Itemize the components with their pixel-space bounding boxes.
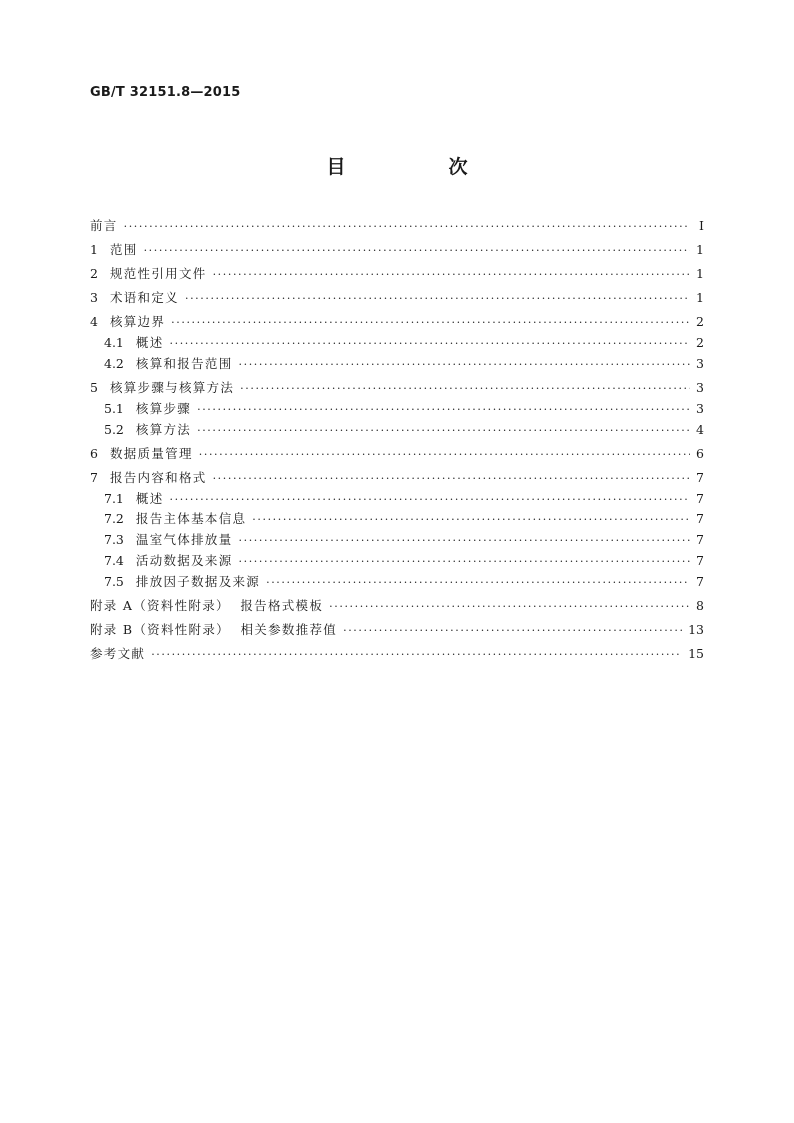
toc-page-number: 7 [696, 469, 704, 485]
toc-page-number: 3 [696, 380, 704, 396]
leader-dots [144, 241, 690, 262]
toc-page-number: 15 [688, 646, 704, 662]
leader-dots [266, 573, 690, 594]
toc-entry-title: 排放因子数据及来源 [135, 573, 261, 589]
toc-entry-number: 7.3 [104, 532, 124, 548]
toc-entry-number: 7 [90, 469, 98, 485]
toc-entry-5[interactable] [90, 378, 704, 399]
toc-page-number: 4 [696, 421, 704, 437]
leader-dots [171, 313, 690, 334]
toc-entry-number: 7.5 [104, 573, 124, 589]
toc-page-number: 6 [696, 445, 704, 461]
leader-dots [197, 421, 690, 442]
toc-entry-number: 4.1 [104, 335, 124, 351]
toc-entry-number: 5.1 [104, 400, 124, 416]
toc-entry-title: 术语和定义 [109, 290, 179, 306]
leader-dots [239, 355, 691, 376]
toc-entry-title: 附录 A（资料性附录） 报告格式模板 [90, 597, 324, 613]
toc-entry-foreword[interactable] [90, 216, 704, 237]
toc-entry-6[interactable] [90, 444, 704, 465]
toc-page-number: 7 [696, 573, 704, 589]
leader-dots [252, 510, 690, 531]
toc-entry-title: 概述 [135, 335, 164, 351]
toc-entry-title: 报告主体基本信息 [135, 511, 247, 527]
toc-entry-number: 5.2 [104, 421, 124, 437]
toc-entry-title: 核算步骤与核算方法 [109, 380, 235, 396]
leader-dots [197, 400, 690, 421]
toc-entry-7-5[interactable] [90, 572, 704, 593]
toc-page-number: 7 [696, 532, 704, 548]
leader-dots [151, 645, 682, 666]
toc-entry-7[interactable] [90, 468, 704, 489]
leader-dots [199, 445, 690, 466]
toc-entry-title: 活动数据及来源 [135, 553, 233, 569]
leader-dots [185, 289, 690, 310]
leader-dots [240, 379, 690, 400]
toc-entry-7-4[interactable] [90, 551, 704, 572]
toc-page-number: 7 [696, 511, 704, 527]
toc-entry-title: 核算步骤 [135, 400, 192, 416]
toc-entry-7-2[interactable] [90, 509, 704, 530]
leader-dots [329, 597, 690, 618]
toc-entry-number: 7.2 [104, 511, 124, 527]
toc-page-number: 3 [696, 355, 704, 371]
toc-entry-number: 6 [90, 445, 98, 461]
toc-entry-2[interactable] [90, 264, 704, 285]
toc-entry-title: 核算边界 [109, 314, 166, 330]
toc-page-number: 3 [696, 400, 704, 416]
toc-entry-title: 报告内容和格式 [109, 469, 207, 485]
toc-page-number: 13 [688, 622, 704, 638]
toc-page-number: 2 [696, 335, 704, 351]
toc-entry-appendix-a[interactable] [90, 596, 704, 617]
toc-entry-title: 核算方法 [135, 421, 192, 437]
toc-entry-title: 数据质量管理 [109, 445, 193, 461]
toc-entry-title: 附录 B（资料性附录） 相关参数推荐值 [90, 622, 338, 638]
toc-entry-number: 4 [90, 314, 98, 330]
toc-entry-3[interactable] [90, 288, 704, 309]
toc-entry-title: 规范性引用文件 [109, 266, 207, 282]
toc-entry-title: 温室气体排放量 [135, 532, 233, 548]
toc-page-number: 2 [696, 314, 704, 330]
toc-entry-number: 2 [90, 266, 98, 282]
toc-page-number: Ⅰ [699, 218, 704, 233]
leader-dots [213, 265, 690, 286]
toc-entry-7-3[interactable] [90, 530, 704, 551]
page-title: 目 次 [326, 156, 510, 178]
toc-entry-appendix-b[interactable] [90, 620, 704, 641]
toc-entry-5-2[interactable] [90, 420, 704, 441]
table-of-contents [90, 216, 704, 665]
toc-entry-number: 5 [90, 380, 98, 396]
toc-entry-title: 核算和报告范围 [135, 355, 233, 371]
leader-dots [124, 217, 690, 238]
toc-page-number: 1 [696, 266, 704, 282]
toc-page-number: 7 [696, 553, 704, 569]
toc-page-number: 1 [696, 242, 704, 258]
leader-dots [239, 531, 691, 552]
leader-dots [213, 469, 690, 490]
toc-entry-number: 7.1 [104, 490, 124, 506]
toc-entry-number: 4.2 [104, 355, 124, 371]
leader-dots [170, 490, 691, 511]
toc-entry-5-1[interactable] [90, 399, 704, 420]
leader-dots [343, 621, 682, 642]
toc-entry-7-1[interactable] [90, 489, 704, 510]
document-code: GB/T 32151.8—2015 [90, 85, 241, 100]
toc-entry-number: 3 [90, 290, 98, 306]
leader-dots [239, 552, 691, 573]
toc-page-number: 1 [696, 290, 704, 306]
toc-entry-4-1[interactable] [90, 333, 704, 354]
toc-entry-title: 参考文献 [90, 646, 146, 662]
toc-entry-number: 1 [90, 242, 98, 258]
toc-entry-4-2[interactable] [90, 354, 704, 375]
leader-dots [170, 334, 691, 355]
toc-entry-4[interactable] [90, 312, 704, 333]
toc-page-number: 8 [696, 597, 704, 613]
toc-entry-1[interactable] [90, 240, 704, 261]
toc-entry-title: 前言 [90, 218, 118, 233]
toc-entry-references[interactable] [90, 644, 704, 665]
toc-page-number: 7 [696, 490, 704, 506]
toc-entry-title: 范围 [109, 242, 138, 258]
toc-entry-number: 7.4 [104, 553, 124, 569]
toc-entry-title: 概述 [135, 490, 164, 506]
